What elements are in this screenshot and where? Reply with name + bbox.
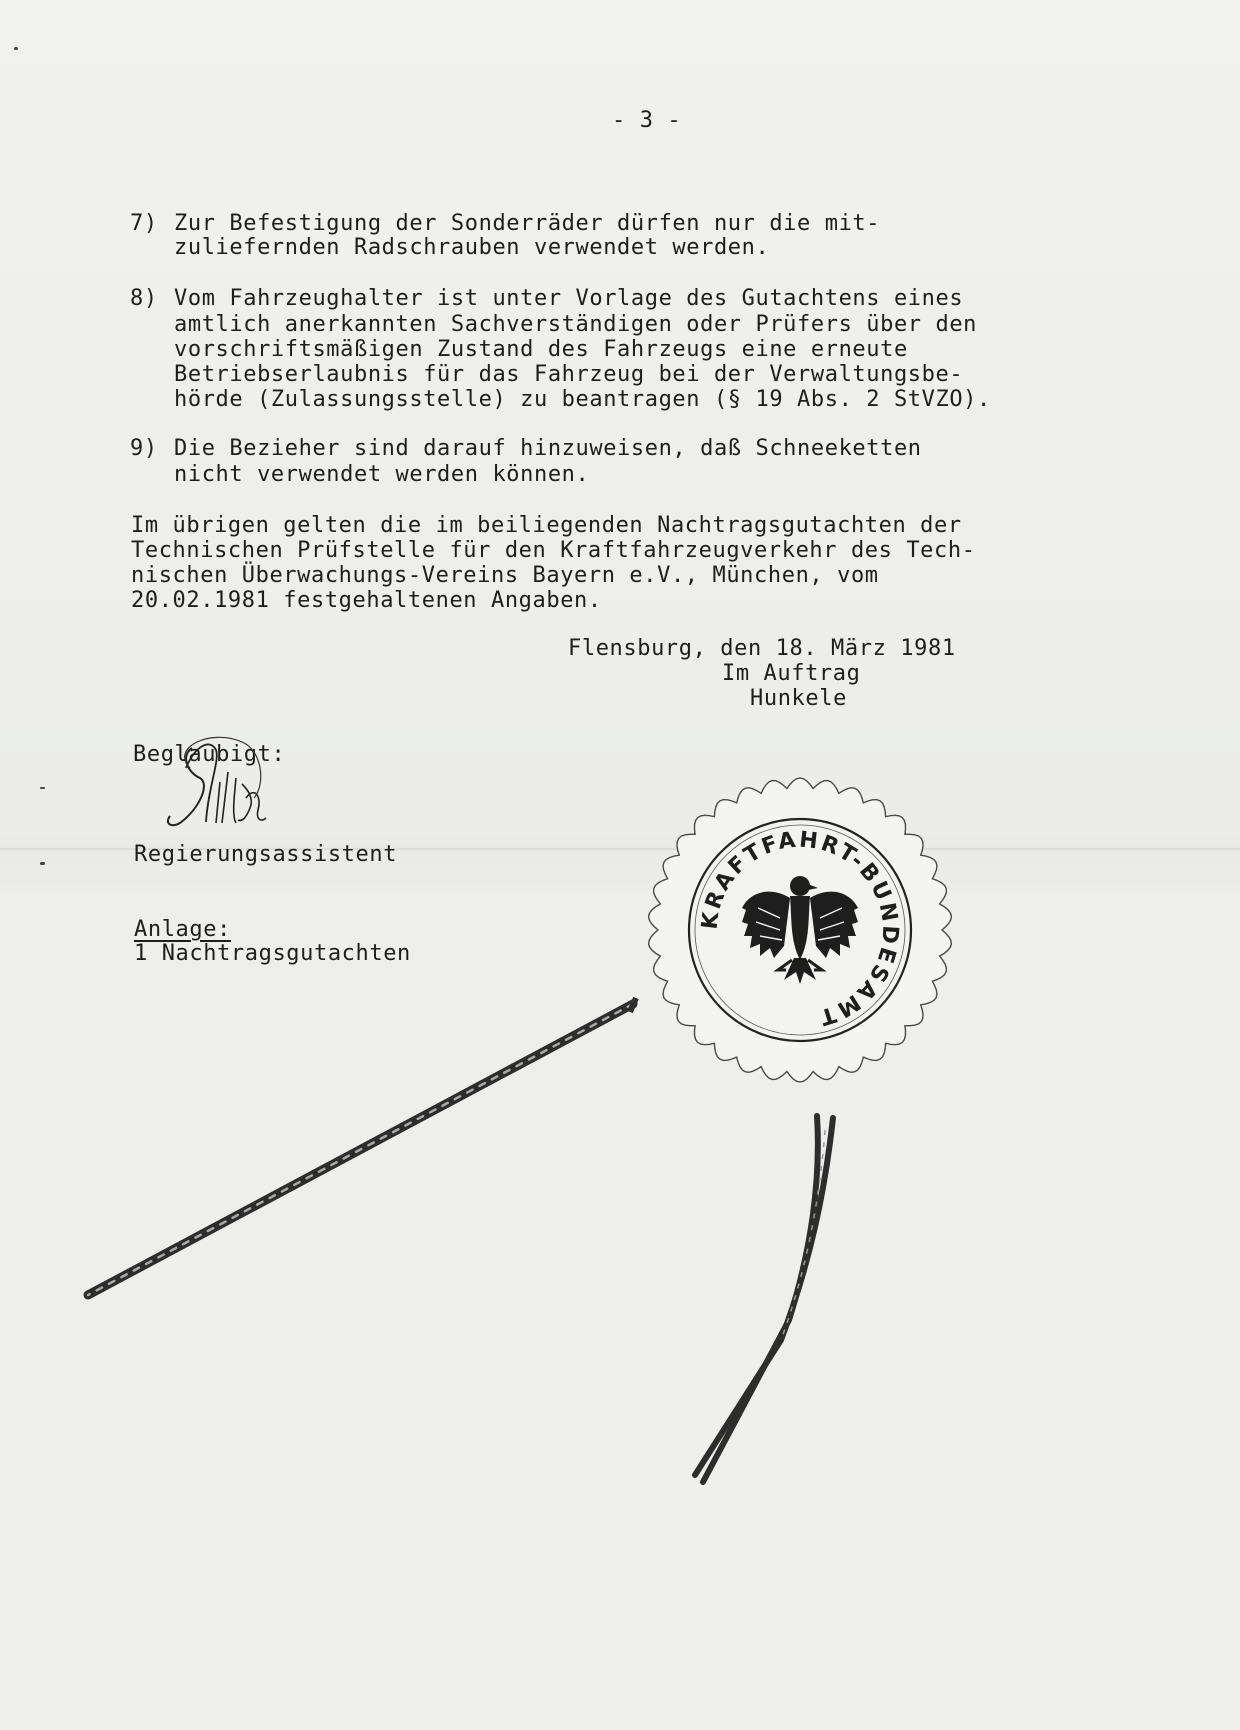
on-behalf: Im Auftrag xyxy=(722,661,861,686)
handwritten-signature xyxy=(150,728,290,848)
signer-name: Hunkele xyxy=(750,686,847,711)
page-number: - 3 - xyxy=(612,108,682,133)
seal-text: KRAFTFAHRT-BUNDESAMT xyxy=(697,827,903,1030)
item-line: Vom Fahrzeughalter ist unter Vorlage des Gutachtens eines xyxy=(174,286,964,311)
item-line: vorschriftsmäßigen Zustand des Fahrzeugs eine erneute xyxy=(174,337,908,362)
item-line: zuliefernden Radschrauben verwendet werden. xyxy=(174,235,770,260)
item-number: 7) xyxy=(130,211,158,236)
certified-label: Beglaubigt: xyxy=(133,742,286,767)
item-line: Betriebserlaubnis für das Fahrzeug bei der Verwaltungsbe- xyxy=(174,362,964,387)
paragraph-line: nischen Überwachungs-Vereins Bayern e.V., München, vom xyxy=(131,563,879,588)
binding-cord xyxy=(80,990,640,1305)
attachment-item: 1 Nachtragsgutachten xyxy=(134,941,411,966)
item-line: Zur Befestigung der Sonderräder dürfen nur die mit- xyxy=(174,211,881,236)
speck xyxy=(40,862,45,865)
paragraph-line: 20.02.1981 festgehaltenen Angaben. xyxy=(131,588,602,613)
item-line: hörde (Zulassungsstelle) zu beantragen (§ 19 Abs. 2 StVZO). xyxy=(174,387,991,412)
item-line: nicht verwendet werden können. xyxy=(174,462,590,487)
place-date: Flensburg, den 18. März 1981 xyxy=(568,636,956,661)
official-seal xyxy=(640,770,960,1090)
item-number: 8) xyxy=(130,286,158,311)
binding-cord-ends xyxy=(685,1110,845,1490)
speck xyxy=(14,47,18,50)
item-line: Die Bezieher sind darauf hinzuweisen, daß Schneeketten xyxy=(174,436,922,461)
item-line: amtlich anerkannten Sachverständigen oder Prüfers über den xyxy=(174,312,978,337)
paragraph-line: Technischen Prüfstelle für den Kraftfahrzeugverkehr des Tech- xyxy=(131,538,976,563)
speck xyxy=(40,787,45,789)
certifier-title: Regierungsassistent xyxy=(134,842,398,867)
paragraph-line: Im übrigen gelten die im beiliegenden Nachtragsgutachten der xyxy=(131,513,962,538)
attachment-label: Anlage: xyxy=(134,917,231,942)
item-number: 9) xyxy=(130,436,158,461)
